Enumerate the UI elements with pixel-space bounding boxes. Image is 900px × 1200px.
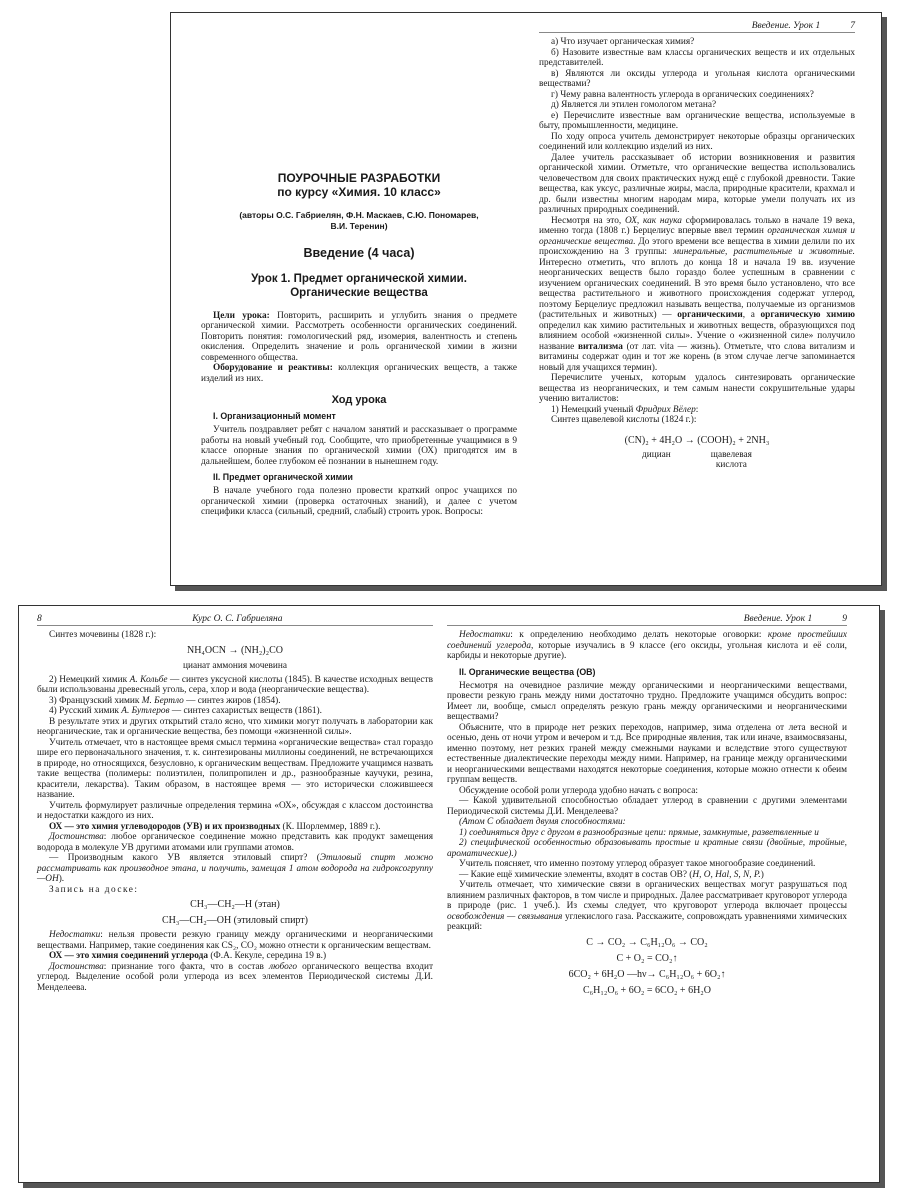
question: е) Перечислите известные вам органические вещества, используемые в быту, промышленности, медицине. bbox=[539, 110, 855, 131]
paragraph: 1) соединяться друг с другом в разнообразные цепи: прямые, замкнутые, разветвленные и bbox=[459, 827, 819, 838]
paragraph: Несмотря на очевидное различие между органическими и неорганическими веществами, провести резкую грань между ними достаточно трудно. Предложите учащимся обсудить вопрос: Имеет ли, вообще, смысл определять резкую грань между органическими и неорганическими веществами? bbox=[447, 680, 847, 722]
paragraph: Учитель формулирует различные определения термина «ОХ», обсуждая с классом достоинства и недостатки каждого из них. bbox=[37, 800, 433, 822]
definition: ОХ — это химия углеводородов (УВ) и их производных (К. Шорлеммер, 1889 г.). bbox=[49, 821, 381, 832]
bottom-spread bbox=[18, 605, 880, 1183]
authors: (авторы О.С. Габриелян, Ф.Н. Маскаев, С.Ю. Пономарев, В.И. Теренин) bbox=[239, 209, 479, 231]
paragraph: 2) Немецкий химик А. Кольбе — синтез уксусной кислоты (1845). В качестве исходных веществ были использованы древесный уголь, сера, хлор и вода (неорганические вещества). bbox=[37, 674, 434, 696]
running-header: 8 Курс О. С. Габриеляна bbox=[37, 614, 433, 626]
page-number: 9 bbox=[842, 614, 847, 624]
lesson-goals: Цели урока: Повторить, расширить и углубить знания о предмете органической химии. Рассмотреть особенности органических соединений. Повторить понятия: гомологический ряд, изомерия, валентность и степень окисления. Определить значение и роль органической химии в жизни современного общества. bbox=[201, 310, 517, 363]
paragraph: Недостатки: к определению необходимо делать некоторые оговорки: кроме простейших соединений углерода, которые изучались в 9 классе (его оксиды, угольная кислота и её соли, карбиды и некоторые другие). bbox=[447, 630, 848, 661]
question: д) Является ли этилен гомологом метана? bbox=[551, 100, 717, 110]
paragraph: — Какие ещё химические элементы, входят в состав ОВ? (H, O, Hal, S, N, P.) bbox=[459, 869, 764, 880]
paragraph: Учитель поздравляет ребят с началом занятий и рассказывает о программе работы на новый учебный год. Сообщите, что приобретенные учащимися в 9 классе опорные знания по органической химии (ОХ) пригодятся им в дальнейшем, более глубоком её познании в нынешнем году. bbox=[201, 425, 517, 467]
equation-captions: дициан щавелевая кислота bbox=[642, 449, 752, 470]
equation: 6CO₂ + 6H₂O —hν→ C₆H₁₂O₆ + 6O₂↑ bbox=[568, 968, 726, 980]
page-8 bbox=[37, 606, 433, 1182]
paragraph: Несмотря на это, ОХ, как наука сформировалась только в начале 19 века, именно тогда (1808 г.) Берцелиус впервые ввел термин органическая химия и органические вещества. До этого времени все вещества в химии делили по их происхождению на 3 группы: минеральные, растительные и животные. Интересно отметить, что вплоть до конца 18 и начала 19 вв. изучение неорганических веществ было гораздо более успешным в сравнении с изучением органических соединений. В это время было установлено, что все вещества растительного и животного происхождения содержат углерод, поэтому Берцелиус предложил называть вещества, получаемые из организмов (растительных и животных) — органическими, а органическую химию определил как химию растительных и животных веществ, образующихся под влиянием особой «жизненной силы». Учение о «жизненной силе» получило название витализма (от лат. vita — жизнь). Отметьте, что слова витализм и витамины содержат один и тот же корень (в этом случае легче запоминается новый для учащихся термин). bbox=[539, 215, 856, 373]
section-heading: I. Организационный момент bbox=[213, 411, 336, 422]
equation-caption: цианат аммония мочевина bbox=[183, 660, 287, 671]
question: в) Являются ли оксиды углерода и угольная кислота органическими веществами? bbox=[539, 68, 855, 89]
definition: ОХ — это химия соединений углерода (Ф.А. Кекуле, середина 19 в.) bbox=[49, 951, 327, 962]
equation: CH₃—CH₂—H (этан) bbox=[190, 899, 280, 911]
paragraph: Синтез мочевины (1828 г.): bbox=[49, 630, 157, 640]
question: б) Назовите известные вам классы органических веществ и их отдельных представителей. bbox=[539, 47, 855, 68]
equation: C + O₂ = CO₂↑ bbox=[616, 952, 678, 964]
paragraph: 2) специфической особенностью образовывать простые и кратные связи (двойные, тройные, ароматические).) bbox=[447, 838, 847, 859]
running-header: Введение. Урок 1 9 bbox=[447, 614, 847, 626]
paragraph: Перечислите ученых, которым удалось синтезировать органические вещества из неорганических, и тем самым нанести сокрушительные удары учению виталистов: bbox=[539, 373, 855, 404]
paragraph: Обсуждение особой роли углерода удобно начать с вопроса: bbox=[459, 785, 698, 796]
question: г) Чему равна валентность углерода в органических соединениях? bbox=[551, 89, 814, 100]
paragraph: — Производным какого УВ является этиловый спирт? (Этиловый спирт можно рассматривать как производное этана, и получить, замещая 1 атом водорода на гидроксогруппу —OH). bbox=[37, 853, 433, 885]
paragraph: В результате этих и других открытий стало ясно, что химики могут получать в лаборатории как неорганические, так и органические вещества, без помощи «жизненной силы». bbox=[37, 716, 433, 738]
intro-heading: Введение (4 часа) bbox=[303, 245, 415, 260]
running-header: Введение. Урок 1 7 bbox=[539, 21, 855, 33]
paragraph: Объясните, что в природе нет резких переходов, например, зима отделена от лета весной и осенью, день от ночи утром и вечером и т.д. Все природные явления, так или иначе, взаимосвязаны, именно поэтому, нет резких граней между смежными науками и вследствие этого существуют естественные диалектические переходы между ними. Например, на границе между органическими и неорганическими веществами находятся некоторые соединения, которые можно отнести к обеим группам веществ. bbox=[447, 722, 847, 785]
paragraph: — Какой удивительной способностью обладает углерод в сравнении с другими элементами Периодической системы Д.И. Менделеева? bbox=[447, 796, 847, 817]
page-title-left bbox=[201, 13, 517, 585]
paragraph: Запись на доске: bbox=[49, 884, 139, 895]
lesson-equipment: Оборудование и реактивы: коллекция органических веществ, а также изделий из них. bbox=[201, 363, 517, 384]
paragraph: 1) Немецкий ученый Фридрих Вёлер: bbox=[551, 404, 699, 415]
paragraph: Синтез щавелевой кислоты (1824 г.): bbox=[551, 415, 697, 425]
paragraph: (Атом С обладает двумя способностями: bbox=[459, 817, 626, 827]
paragraph: 3) Французский химик М. Бертло — синтез жиров (1854). bbox=[49, 695, 281, 706]
equation: CH₃—CH₂—OH (этиловый спирт) bbox=[161, 915, 309, 927]
page-7 bbox=[539, 13, 855, 585]
equation: (CN)₂ + 4H₂O → (COOH)₂ + 2NH₃ bbox=[624, 434, 770, 446]
paragraph: В начале учебного года полезно провести краткий опрос учащихся по органической химии (проверка остаточных знаний), и далее с учетом специфики класса (сильный, средний, слабый) строить урок. Вопросы: bbox=[201, 486, 517, 518]
top-spread bbox=[170, 12, 882, 586]
paragraph: Недостатки: нельзя провести резкую границу между органическими и неорганическими веществами. Например, такие соединения как CS₂, CO₂ можно отнести к органическим веществам. bbox=[37, 930, 433, 951]
lesson-heading: Урок 1. Предмет органической химии. Органические вещества bbox=[251, 272, 467, 300]
page-number: 7 bbox=[850, 21, 855, 31]
paragraph: По ходу опроса учитель демонстрирует некоторые образцы органических соединений или коллекцию изделий из них. bbox=[539, 131, 855, 152]
equation: NH₄OCN → (NH₂)₂CO bbox=[186, 644, 283, 656]
page-9 bbox=[447, 606, 847, 1182]
paragraph: Далее учитель рассказывает об истории возникновения и развития органической химии. Отметьте, что органические вещества использовались человечеством для своих практических нужд ещё с глубокой древности. Такие вещества, как уксус, различные жиры, масла, природные красители, крахмал и др. были известны многим народам мира, которые умели получать их из различных природных соединений. bbox=[539, 152, 855, 215]
page-number: 8 bbox=[37, 614, 42, 624]
book-title: ПОУРОЧНЫЕ РАЗРАБОТКИ по курсу «Химия. 10 класс» bbox=[277, 171, 441, 200]
question: а) Что изучает органическая химия? bbox=[551, 37, 695, 47]
section-heading: II. Предмет органической химии bbox=[213, 472, 353, 483]
equation: C → CO₂ → C₆H₁₂O₆ → CO₂ bbox=[586, 936, 708, 948]
course-heading: Ход урока bbox=[331, 394, 387, 407]
paragraph: Учитель отмечает, что в настоящее время смысл термина «органические вещества» стал гораздо шире его первоначального значения, т. к. синтезированы миллионы соединений, не встречающихся в природе, но относящихся, безусловно, к органическим веществам. Предложите учащимся назвать такие вещества (полимеры: полиэтилен, полипропилен и др., разнообразные каучуки, резина, красители, лекарства). Таким образом, в настоящее время — это исторически сложившееся название. bbox=[37, 737, 433, 801]
paragraph: Учитель отмечает, что химические связи в органических веществах могут разрушаться под влиянием различных факторов, в том числе и природных. Далее рассматривает круговорот углерода в природе (рис. 1 учеб.). Из схемы следует, что круговорот углерода включает процессы освобождения — связывания углекислого газа. Расскажите, сопровождать уравнениями химических реакций: bbox=[447, 880, 847, 932]
paragraph: Учитель поясняет, что именно поэтому углерод образует такое многообразие соединений. bbox=[459, 859, 816, 869]
equation: C₆H₁₂O₆ + 6O₂ = 6CO₂ + 6H₂O bbox=[583, 984, 711, 996]
paragraph: Достоинства: любое органическое соединение можно представить как продукт замещения водорода в молекуле УВ другими атомами или группами атомов. bbox=[37, 832, 433, 853]
section-heading: II. Органические вещества (ОВ) bbox=[459, 666, 596, 677]
paragraph: 4) Русский химик А. Бутлеров — синтез сахаристых веществ (1861). bbox=[49, 706, 322, 717]
paragraph: Достоинства: признание того факта, что в состав любого органического вещества входит углерод. Выделение особой роли углерода из всех элементов Периодической системы Д.И. Менделеева. bbox=[37, 961, 434, 993]
